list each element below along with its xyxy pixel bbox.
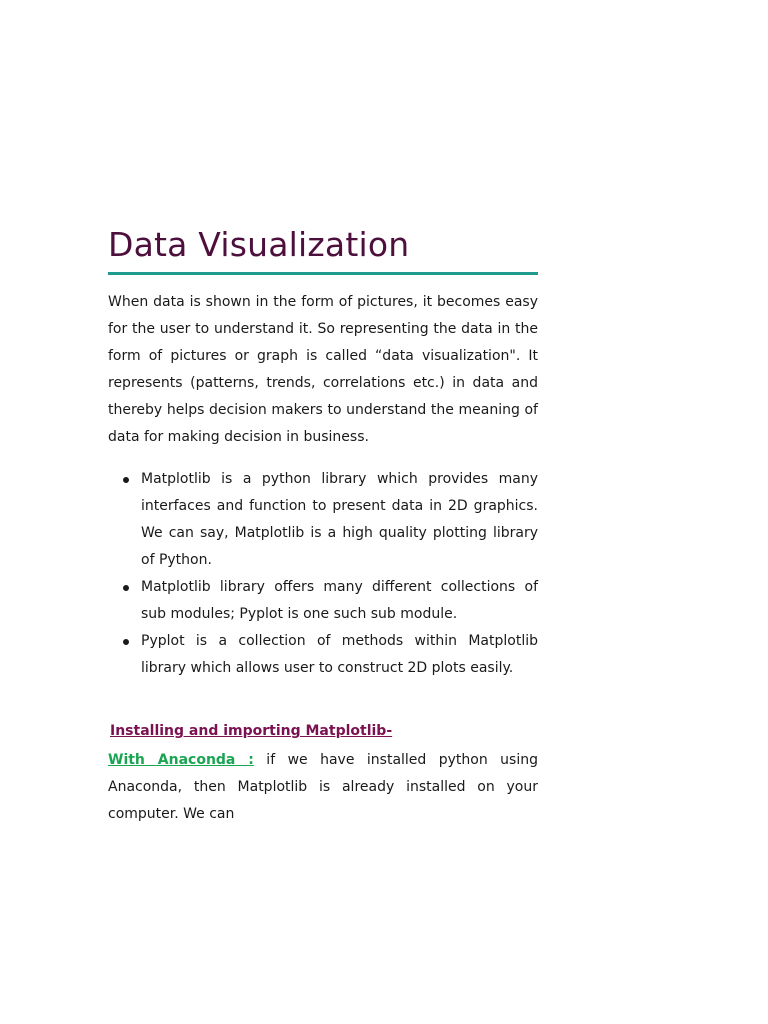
list-item [141,628,538,682]
section-paragraph [108,747,538,828]
bullet-list [108,466,538,682]
bullet-icon [123,477,129,483]
list-item [141,466,538,574]
anaconda-link[interactable]: With Anaconda : [108,752,254,768]
page-title: Data Visualization [108,225,410,264]
list-item-text: Matplotlib library offers many different collections of sub modules; Pyplot is one such sub module. [141,579,538,622]
bullet-icon [123,639,129,645]
section-text: if we have installed python using Anaconda, then Matplotlib is already installed on your computer. We can [108,752,538,822]
document-page [108,222,538,828]
list-item [141,574,538,628]
intro-paragraph: When data is shown in the form of pictures, it becomes easy for the user to understand it. So representing the data in the form of pictures or graph is called “data visualization". It represents (patterns, trends, correlations etc.) in data and thereby helps decision makers to understand the meaning of data for making decision in business. [108,294,538,445]
list-item-text: Matplotlib is a python library which provides many interfaces and function to present data in 2D graphics. We can say, Matplotlib is a high quality plotting library of Python. [141,471,538,568]
title-underline [108,272,538,275]
list-item-text: Pyplot is a collection of methods within Matplotlib library which allows user to construct 2D plots easily. [141,633,538,676]
section-heading: Installing and importing Matplotlib- [110,723,393,739]
bullet-icon [123,585,129,591]
